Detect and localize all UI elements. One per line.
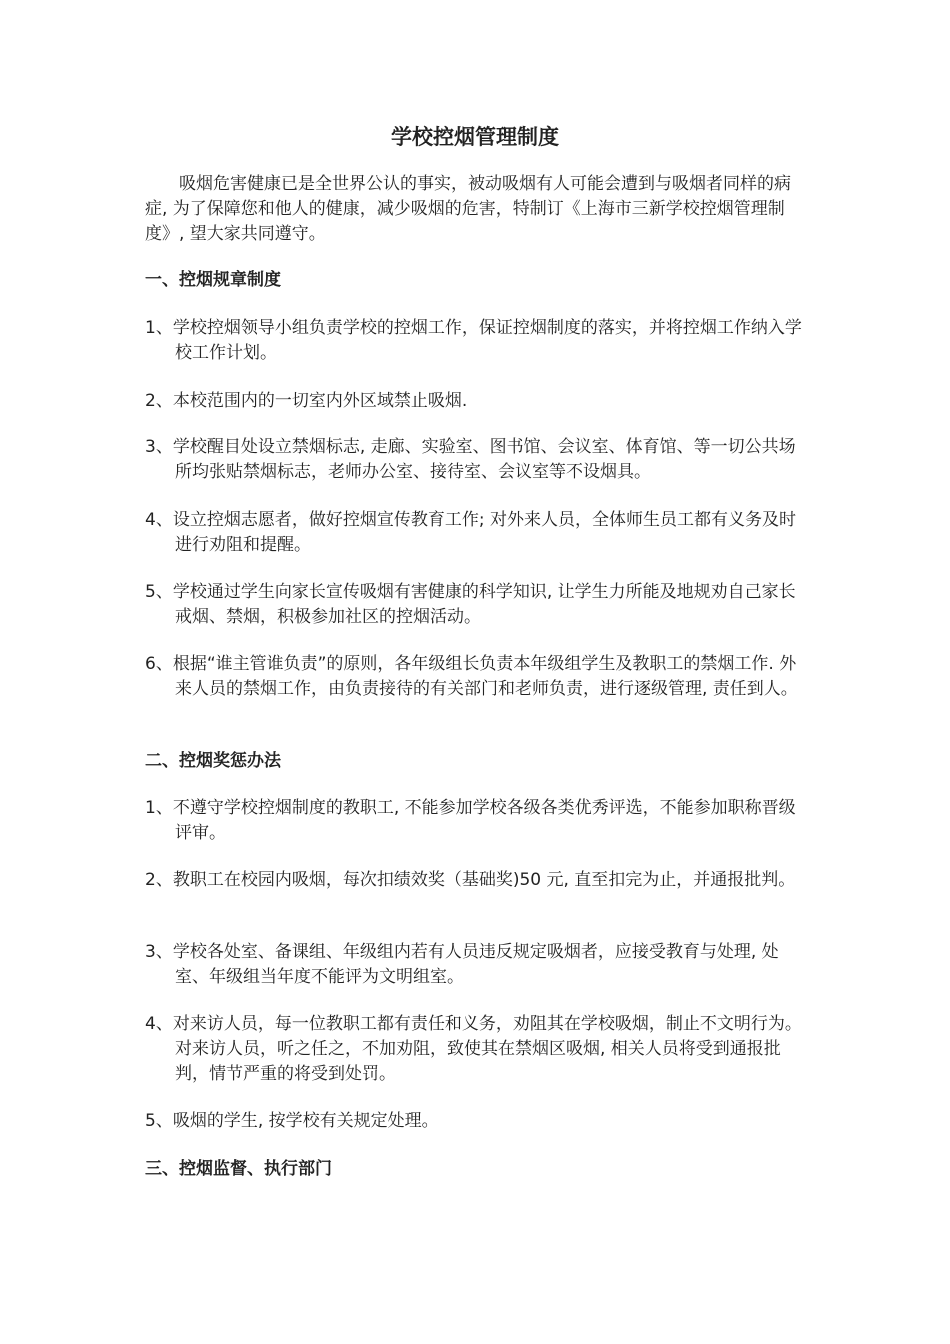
document-title: 学校控烟管理制度 xyxy=(391,125,559,149)
list-item: 5、学校通过学生向家长宣传吸烟有害健康的科学知识, 让学生力所能及地规劝自己家长戒烟、禁烟，积极参加社区的控烟活动。 xyxy=(145,582,796,627)
section-heading-rewards: 二、控烟奖惩办法 xyxy=(145,751,281,771)
section-heading-supervision: 三、控烟监督、执行部门 xyxy=(145,1159,332,1179)
list-item: 3、学校醒目处设立禁烟标志, 走廊、实验室、图书馆、会议室、体育馆、等一切公共场所均张贴禁烟标志，老师办公室、接待室、会议室等不设烟具。 xyxy=(145,437,796,482)
list-item: 5、吸烟的学生, 按学校有关规定处理。 xyxy=(145,1111,439,1131)
list-item: 2、教职工在校园内吸烟，每次扣绩效奖（基础奖)50 元, 直至扣完为止，并通报批判。 xyxy=(145,870,796,890)
list-item: 1、学校控烟领导小组负责学校的控烟工作，保证控烟制度的落实，并将控烟工作纳入学校工作计划。 xyxy=(145,318,802,363)
list-item: 4、设立控烟志愿者，做好控烟宣传教育工作; 对外来人员，全体师生员工都有义务及时进行劝阻和提醒。 xyxy=(145,510,796,555)
section-heading-rules: 一、控烟规章制度 xyxy=(145,270,281,290)
list-item: 1、不遵守学校控烟制度的教职工, 不能参加学校各级各类优秀评选，不能参加职称晋级评审。 xyxy=(145,798,796,843)
intro-paragraph: 吸烟危害健康已是全世界公认的事实，被动吸烟有人可能会遭到与吸烟者同样的病症, 为了保障您和他人的健康，减少吸烟的危害，特制订《上海市三新学校控烟管理制度》, 望大家共同遵守。 xyxy=(145,174,791,244)
list-item: 2、本校范围内的一切室内外区域禁止吸烟. xyxy=(145,391,468,411)
list-item: 6、根据“谁主管谁负责”的原则，各年级组长负责本年级组学生及教职工的禁烟工作. 外来人员的禁烟工作，由负责接待的有关部门和老师负责，进行逐级管理, 责任到人。 xyxy=(145,654,798,699)
list-item: 3、学校各处室、备课组、年级组内若有人员违反规定吸烟者，应接受教育与处理, 处室、年级组当年度不能评为文明组室。 xyxy=(145,942,779,987)
list-item: 4、对来访人员，每一位教职工都有责任和义务，劝阻其在学校吸烟，制止不文明行为。对来访人员，听之任之，不加劝阻，致使其在禁烟区吸烟, 相关人员将受到通报批判，情节严重的将受到处罚。 xyxy=(145,1014,802,1084)
